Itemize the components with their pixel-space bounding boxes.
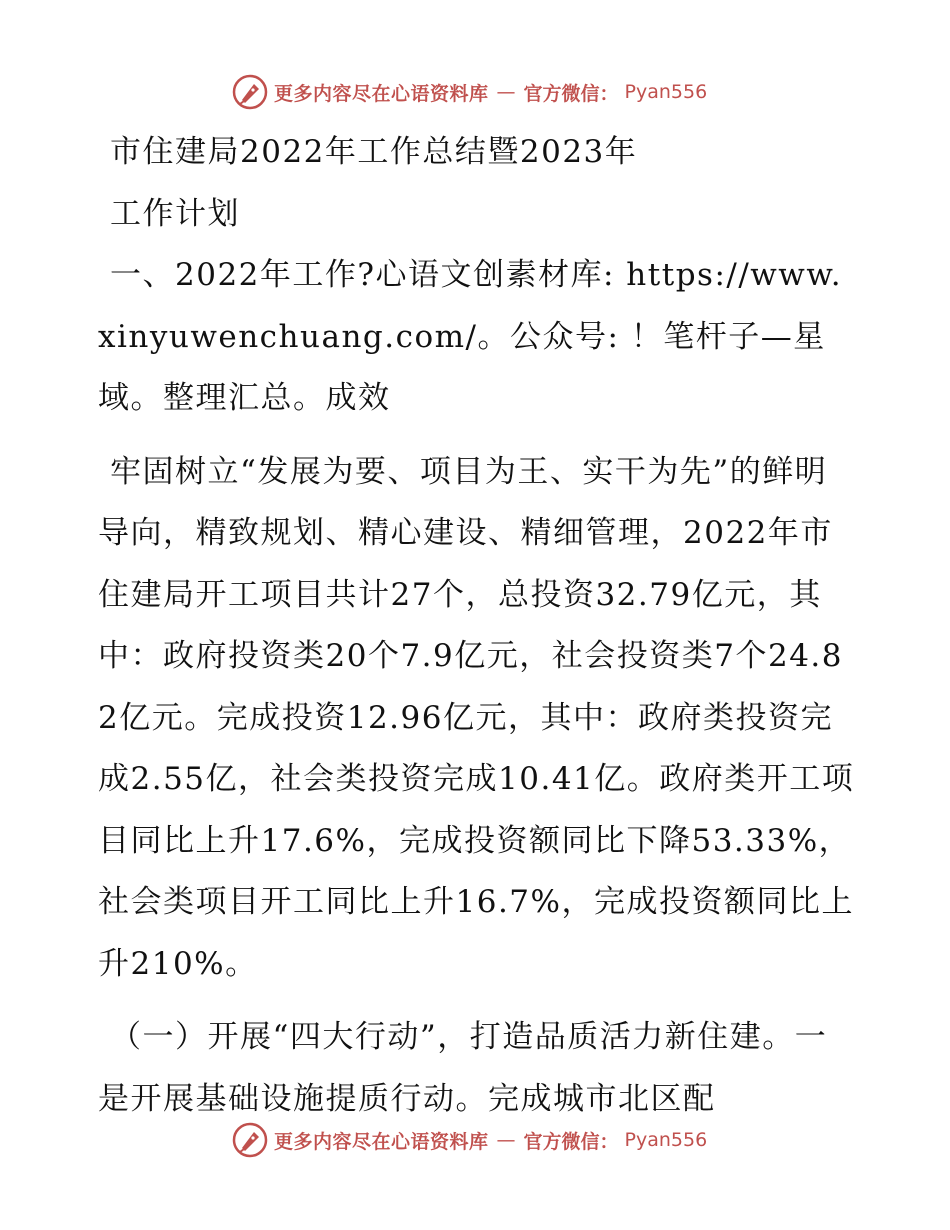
subsection-heading-1: （一）开展“四大行动”，打造品质活力新住建。一是开展基础设施提质行动。完成城市北区配 [98,1019,828,1117]
watermark-wechat-id: Pyan556 [624,81,708,103]
footer-watermark [232,1120,712,1160]
watermark-text: 更多内容尽在心语资料库 [274,1130,489,1153]
section-heading-1: 一、2022年工作?心语文创素材库: https://www.xinyuwenchuang.com/。公众号: ！笔杆子—星域。整理汇总。成效 [98,257,843,416]
watermark-dash: — [496,81,516,103]
document-title-line-1: 市住建局2022年工作总结暨2023年 [110,134,638,170]
watermark-dash: — [496,1129,516,1151]
document-body [98,122,858,1130]
pen-nib-icon [232,74,268,110]
header-watermark [232,72,712,112]
pen-nib-icon [232,1122,268,1158]
watermark-wechat-label: 官方微信： [523,82,619,105]
paragraph-1: 牢固树立“发展为要、项目为王、实干为先”的鲜明导向，精致规划、精心建设、精细管理，2022年市住建局开工项目共计27个，总投资32.79亿元，其中：政府投资类20个7.9亿元，社会投资类7个24.82亿元。完成投资12.96亿元，其中：政府类投资完成2.55亿，社会类投资完成10.41亿。政府类开工项目同比上升17.6%，完成投资额同比下降53.33%，社会类项目开工同比上升16.7%，完成投资额同比上升210%。 [98,453,855,982]
document-title-line-2: 工作计划 [110,195,240,232]
watermark-text: 更多内容尽在心语资料库 [274,82,489,105]
watermark-wechat-label: 官方微信： [523,1130,619,1153]
watermark-wechat-id: Pyan556 [624,1129,708,1151]
